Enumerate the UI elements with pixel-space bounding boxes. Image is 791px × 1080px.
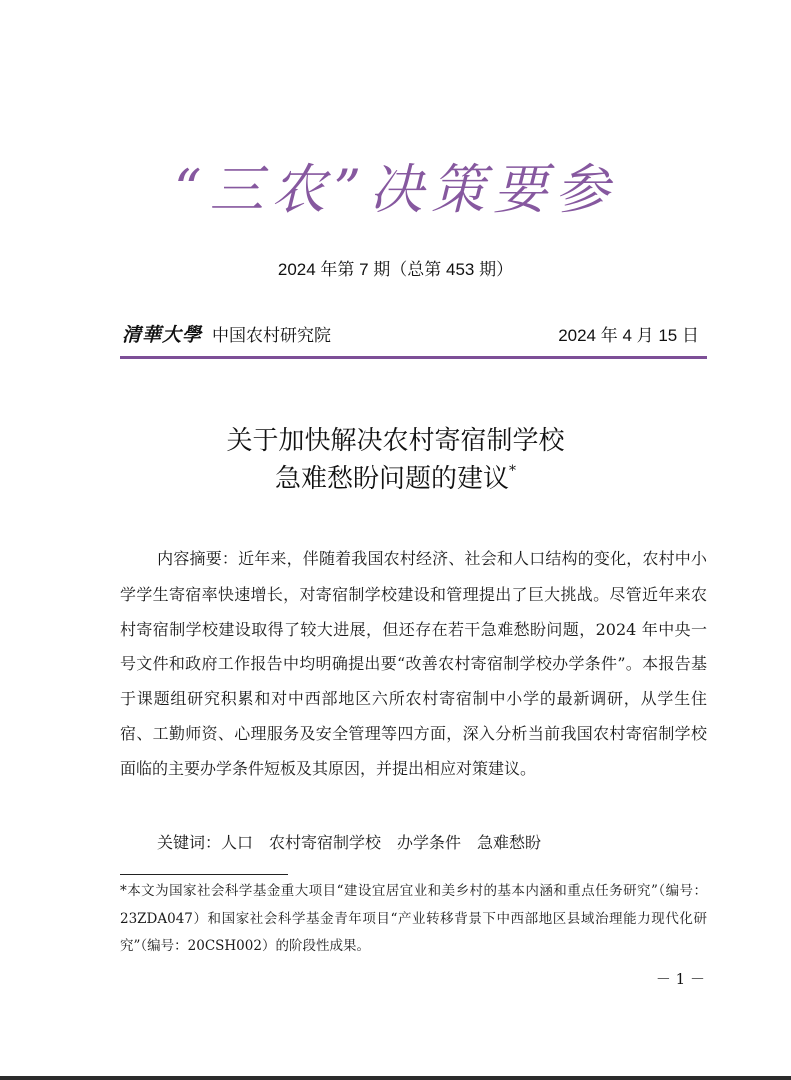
footnote-divider [120,874,288,875]
article-title-line-2-text: 急难愁盼问题的建议 [274,464,509,494]
publication-date: 2024 年 4 月 15 日 [558,326,699,345]
abstract-paragraph [120,542,707,787]
article-title-line-2 [0,458,791,495]
keywords-label: 关键词： [157,835,222,852]
header-divider [120,356,707,359]
institution-name: 中国农村研究院 [212,326,332,346]
issue-number: 2024 年第 7 期（总第 453 期） [277,260,514,279]
bottom-border [0,1076,791,1080]
university-logo: 清華大學 [122,324,203,346]
article-title-line-1: 关于加快解决农村寄宿制学校 [226,426,565,456]
page-number: － 1 － [655,970,705,988]
keywords-line [120,830,707,853]
footnote-marker: * [509,463,516,480]
keywords-text: 人口 农村寄宿制学校 办学条件 急难愁盼 [221,833,542,852]
abstract-label: 内容摘要： [157,551,239,568]
institution-block [122,320,331,347]
footnote: *本文为国家社会科学基金重大项目“建设宜居宜业和美乡村的基本内涵和重点任务研究”（编号：23ZDA047）和国家社会科学基金青年项目“产业转移背景下中西部地区县域治理能力现代化研究”（编号：20CSH002）的阶段性成果。 [120,883,707,954]
journal-title: “三农”决策要参 [173,158,618,221]
abstract-text: 近年来，伴随着我国农村经济、社会和人口结构的变化，农村中小学学生寄宿率快速增长，对寄宿制学校建设和管理提出了巨大挑战。尽管近年来农村寄宿制学校建设取得了较大进展，但还存在若干急难愁盼问题，2024 年中央一号文件和政府工作报告中均明确提出要“改善农村寄宿制学校办学条件”。本报告基于课题组研究积累和对中西部地区六所农村寄宿制中小学的最新调研，从学生住宿、工勤师资、心理服务及安全管理等四方面，深入分析当前我国农村寄宿制学校面临的主要办学条件短板及其原因，并提出相应对策建议。 [120,549,707,778]
